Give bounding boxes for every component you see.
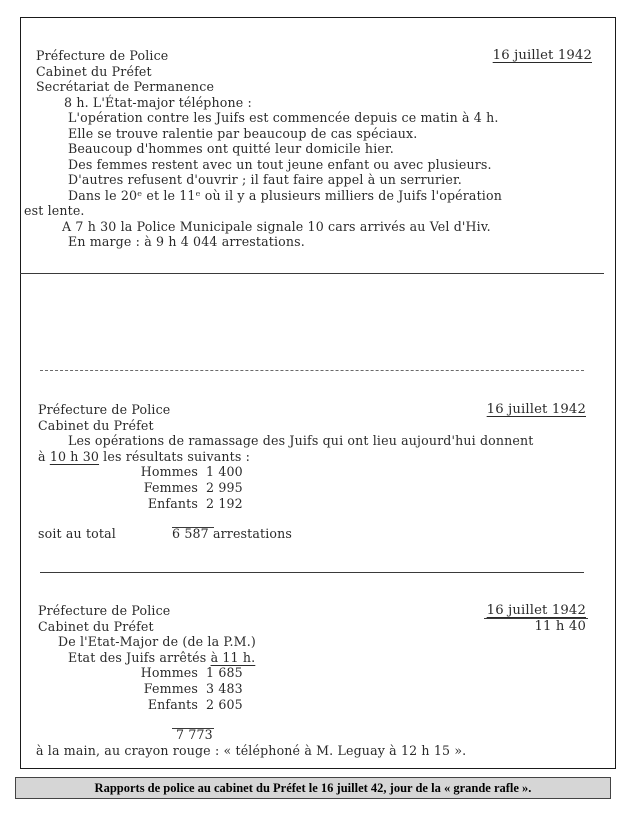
row-label: Femmes [143, 480, 198, 495]
row-label: Hommes [140, 464, 198, 479]
report-1-line: Elle se trouve ralentie par beaucoup de cas spéciaux. [68, 125, 418, 141]
table-row [38, 496, 586, 512]
report-2 [38, 402, 586, 542]
report-1-line: L'opération contre les Juifs est commencée depuis ce matin à 4 h. [68, 110, 499, 125]
report-3-source: De l'Etat-Major de (de la P.M.) [58, 634, 256, 649]
report-2-time: 10 h 30 [49, 448, 100, 464]
row-label: Hommes [140, 665, 198, 680]
report-2-date: 16 juillet 1942 [486, 402, 586, 417]
report-1-line: Dans le 20ᵉ et le 11ᵉ où il y a plusieurs milliers de Juifs l'opération [68, 187, 502, 203]
row-value: 3 483 [206, 681, 243, 696]
total-value: 6 587 arrestations [172, 526, 293, 541]
report-3-prefix: Etat des Juifs arrêtés [68, 649, 211, 665]
report-1-line: Des femmes restent avec un tout jeune enfant ou avec plusieurs. [68, 156, 492, 172]
report-2-header-prefecture: Préfecture de Police [38, 402, 171, 417]
report-1-line: A 7 h 30 la Police Municipale signale 10 cars arrivés au Vel d'Hiv. [62, 218, 491, 234]
report-3 [38, 603, 586, 759]
row-value: 1 685 [206, 665, 243, 680]
row-value: 1 400 [206, 464, 243, 479]
total-row [38, 526, 586, 542]
separator-rule [40, 370, 584, 371]
row-value: 2 995 [206, 480, 243, 495]
report-3-intro [38, 650, 586, 666]
report-1-header-cabinet: Cabinet du Préfet [36, 63, 152, 79]
report-3-at: à 11 h. [210, 649, 256, 665]
table-row [38, 697, 586, 713]
report-1-line: 8 h. L'État-major téléphone : [64, 94, 252, 110]
row-label: Enfants [147, 496, 198, 511]
handwritten-note: à la main, au crayon rouge : « téléphoné à M. Leguay à 12 h 15 ». [36, 743, 467, 758]
report-3-header-cabinet: Cabinet du Préfet [38, 618, 154, 634]
row-value: 2 192 [206, 496, 243, 511]
report-1-line: D'autres refusent d'ouvrir ; il faut faire appel à un serrurier. [68, 172, 462, 187]
total-value: 7 773 [176, 727, 213, 742]
report-2-intro: Les opérations de ramassage des Juifs qui ont lieu aujourd'hui donnent [68, 433, 534, 448]
report-1-line: est lente. [24, 203, 85, 218]
row-value: 2 605 [206, 697, 243, 712]
separator-rule [40, 572, 584, 573]
caption: Rapports de police au cabinet du Préfet le 16 juillet 42, jour de la « grande rafle ». [15, 777, 611, 799]
row-label: Enfants [147, 697, 198, 712]
table-row [38, 464, 586, 480]
report-3-header-prefecture: Préfecture de Police [38, 603, 171, 618]
report-2-header-cabinet: Cabinet du Préfet [38, 417, 154, 433]
table-row [38, 665, 586, 681]
report-2-intro-cont [38, 449, 586, 465]
report-2-prefix: à [38, 448, 50, 464]
report-1-header-secretariat: Secrétariat de Permanence [36, 79, 215, 94]
report-1-date: 16 juillet 1942 [492, 48, 592, 63]
total-row [38, 727, 586, 743]
total-label: soit au total [38, 526, 116, 541]
row-label: Femmes [143, 681, 198, 696]
table-row [38, 480, 586, 496]
report-3-time: 11 h 40 [534, 619, 586, 634]
report-1-line: Beaucoup d'hommes ont quitté leur domicile hier. [68, 141, 394, 156]
table-row [38, 681, 586, 697]
report-1-line: En marge : à 9 h 4 044 arrestations. [68, 234, 305, 249]
report-1-header-prefecture: Préfecture de Police [36, 48, 169, 63]
report-3-date: 16 juillet 1942 [486, 603, 586, 618]
separator-rule [20, 273, 604, 274]
report-2-suffix: les résultats suivants : [99, 448, 251, 464]
report-1 [24, 48, 592, 250]
